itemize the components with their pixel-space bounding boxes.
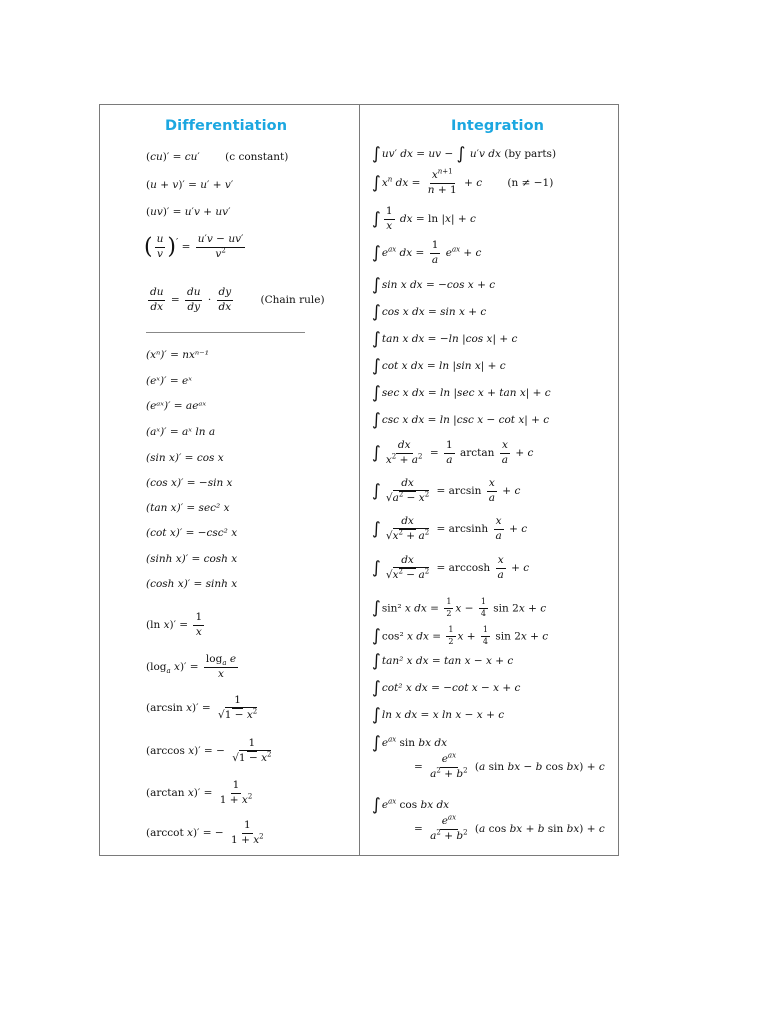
diff-sinh: (sinh x)′ = cosh x [146,553,238,565]
diff-cos: (cos x)′ = −sin x [146,477,233,489]
diff-cosh: (cosh x)′ = sinh x [146,578,238,590]
int-ln: ∫ln x dx = x ln x − x + c [372,705,505,725]
int-cos-squared: ∫cos² x dx = $\frac{1}{2}$ x + $\frac{1}{4}$ sin 2x + c [372,625,549,647]
int-exp-sin-lhs: $\int e^{ax}$ sin bx dx [372,733,448,753]
diff-power: (xⁿ)′ = nxⁿ⁻¹ [146,349,209,361]
int-cot-squared: ∫cot² x dx = −cot x − x + c [372,678,521,698]
chain-rule-note: (Chain rule) [260,294,325,307]
int-arcsin: ∫ $\frac{dx}{√a^2 - x^2}$ = arcsin $\frac{x}{a}$ + c [372,477,521,504]
diff-exp-ax: (eᵃˣ)′ = aeᵃˣ [146,400,207,412]
section-separator [146,332,305,333]
int-arccosh: ∫ $\frac{dx}{√x^2 - a^2}$ = arccosh $\frac{x}{a}$ + c [372,554,530,581]
int-arctan: ∫ $\frac{dx}{x^2 + a^2}$ = $\frac{1}{a}$ arctan $\frac{x}{a}$ + c [372,439,534,466]
column-divider [359,104,360,856]
c-constant-note: (c constant) [225,151,289,163]
int-one-over-x: ∫ $\frac{1}{x}$ dx = ln |x| + c [372,205,476,232]
int-sin-squared: ∫sin² x dx = $\frac{1}{2}$ x − $\frac{1}{4}$ sin 2x + c [372,597,547,619]
int-power: $\int x^n$ dx = $\frac{x^{n+1}}{n + 1}$ + c (n ≠ −1) [372,167,554,196]
int-cos: ∫cos x dx = sin x + c [372,302,487,322]
int-exp-cos-lhs: $\int e^{ax}$ cos bx dx [372,795,450,815]
int-tan-squared: ∫tan² x dx = tan x − x + c [372,651,514,671]
diff-cot: (cot x)′ = −csc² x [146,527,238,539]
int-by-parts: ∫uv′ dx = uv − ∫ u′v dx (by parts) [372,144,557,164]
by-parts-note: (by parts) [504,148,557,161]
int-exp-sin-rhs: = $\frac{e^{ax}}{a^2 + b^2}$ (a sin bx − b cos bx) + c [414,751,605,780]
diff-log-a: ($\log_a$ x)′ = $\frac{\log_a e}{x}$ [146,653,237,680]
diff-arccos: (arccos x)′ = − $\frac{1}{√1 - x^2}$ [146,737,272,764]
diff-sum-rule: (u + v)′ = u′ + v′ [146,179,234,191]
int-sec: ∫sec x dx = ln |sec x + tan x| + c [372,383,551,403]
int-exp-cos-rhs: = $\frac{e^{ax}}{a^2 + b^2}$ (a cos bx + b sin bx) + c [414,813,605,842]
differentiation-heading: Differentiation [165,118,288,134]
diff-exp: (eˣ)′ = eˣ [146,375,192,387]
diff-arccot: (arccot x)′ = − $\frac{1}{1 + x^2}$ [146,819,264,846]
diff-product-rule: (uv)′ = u′v + uv′ [146,206,231,218]
int-csc: ∫csc x dx = ln |csc x − cot x| + c [372,410,550,430]
integration-heading: Integration [451,118,545,134]
int-exp: $\int e^{ax}$ dx = $\frac{1}{a}$ $e^{ax} + c$ [372,239,482,266]
int-sin: ∫sin x dx = −cos x + c [372,275,496,295]
diff-quotient-rule: ( $\frac{u}{v}$ )′ = $\frac{u'v - uv'}{v^2}$ [144,233,244,260]
diff-a-pow-x: (aˣ)′ = aˣ ln a [146,426,216,438]
n-neq-note: (n ≠ −1) [507,177,554,190]
diff-ln: (ln x)′ = $\frac{1}{x}$ [146,611,203,638]
diff-arctan: (arctan x)′ = $\frac{1}{1 + x^2}$ [146,779,253,806]
int-arcsinh: ∫ $\frac{dx}{√x^2 + a^2}$ = arcsinh $\frac{x}{a}$ + c [372,515,528,542]
int-cot: ∫cot x dx = ln |sin x| + c [372,356,506,376]
diff-chain-rule: $\frac{du}{dx}$ = $\frac{du}{dy}$ · $\frac{dy}{dx}$ (Chain rule) [150,286,325,313]
diff-arcsin: (arcsin x)′ = $\frac{1}{√1 - x^2}$ [146,694,258,721]
int-tan: ∫tan x dx = −ln |cos x| + c [372,329,518,349]
diff-tan: (tan x)′ = sec² x [146,502,230,514]
diff-sin: (sin x)′ = cos x [146,452,224,464]
diff-constant-multiple: (cu)′ = cu′ (c constant) [146,151,289,163]
